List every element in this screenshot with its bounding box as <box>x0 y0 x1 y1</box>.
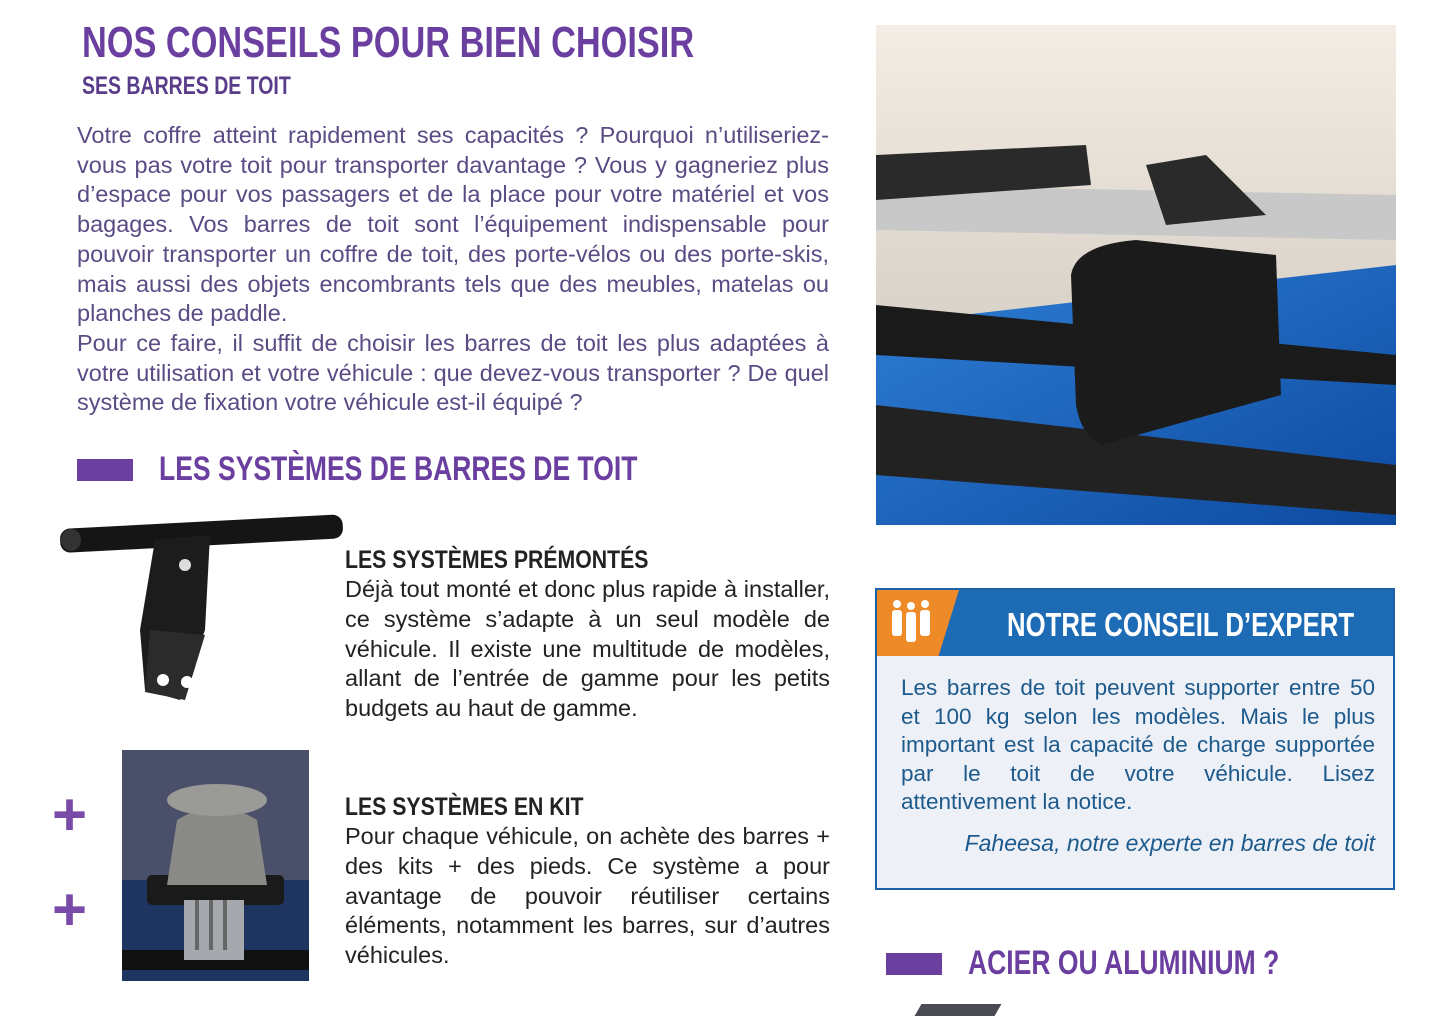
heading-bar <box>77 459 133 481</box>
plus-icon: + <box>52 781 88 848</box>
intro-paragraph-1: Votre coffre atteint rapidement ses capacités ? Pourquoi n’utiliseriez-vous pas votre toit pour transporter davantage ? Vous y gagneriez plus d’espace pour vos passagers et de la place pour votre matériel et vos bagages. Vos barres de toit sont l’équipement indispensable pour pouvoir transporter un coffre de toit, des porte-vélos ou des porte-skis, mais aussi des objets encombrants tels que des meubles, matelas ou planches de paddle. <box>77 122 829 327</box>
people-group-icon <box>889 598 933 646</box>
material-heading <box>886 944 1367 983</box>
expert-signature: Faheesa, notre experte en barres de toit <box>964 830 1375 856</box>
kit-section <box>345 793 830 971</box>
premounted-text: Déjà tout monté et donc plus rapide à installer, ce système s’adapte à un seul modèle de véhicule. Il existe une multitude de modèles, allant de l’entrée de gamme pour les petits budgets au haut de gamme. <box>345 576 830 722</box>
material-heading-text: ACIER OU ALUMINIUM ? <box>968 944 1280 982</box>
premounted-section <box>345 546 830 724</box>
kit-title: LES SYSTÈMES EN KIT <box>345 793 584 821</box>
expert-advice-text: Les barres de toit peuvent supporter entre 50 et 100 kg selon les modèles. Mais le plus important est la capacité de charge supportée par le toit de votre véhicule. Lisez attentivement la notice. <box>901 675 1375 815</box>
expert-advice-header <box>877 590 1393 656</box>
expert-advice-title: NOTRE CONSEIL D’EXPERT <box>1007 606 1355 643</box>
material-bar-image <box>915 1004 1002 1016</box>
kit-text: Pour chaque véhicule, on achète des barres + des kits + des pieds. Ce système a pour avantage de pouvoir réutiliser certains éléments, notamment les barres, sur d’autres véhicules. <box>345 823 830 969</box>
expert-advice-box <box>875 588 1395 890</box>
premounted-bar-image <box>55 510 345 710</box>
page-subtitle: SES BARRES DE TOIT <box>82 72 291 100</box>
plus-icon: + <box>52 876 88 943</box>
kit-foot-image <box>122 750 309 981</box>
systems-heading-text: LES SYSTÈMES DE BARRES DE TOIT <box>159 450 638 488</box>
systems-heading <box>77 450 772 489</box>
heading-bar <box>886 953 942 975</box>
intro-paragraph-2: Pour ce faire, il suffit de choisir les barres de toit les plus adaptées à votre utilisation et votre véhicule : que devez-vous transporter ? De quel système de fixation votre véhicule est-il équipé ? <box>77 330 829 416</box>
page-title: NOS CONSEILS POUR BIEN CHOISIR <box>82 18 695 67</box>
roof-bar-photo <box>876 25 1396 525</box>
premounted-title: LES SYSTÈMES PRÉMONTÉS <box>345 546 649 574</box>
